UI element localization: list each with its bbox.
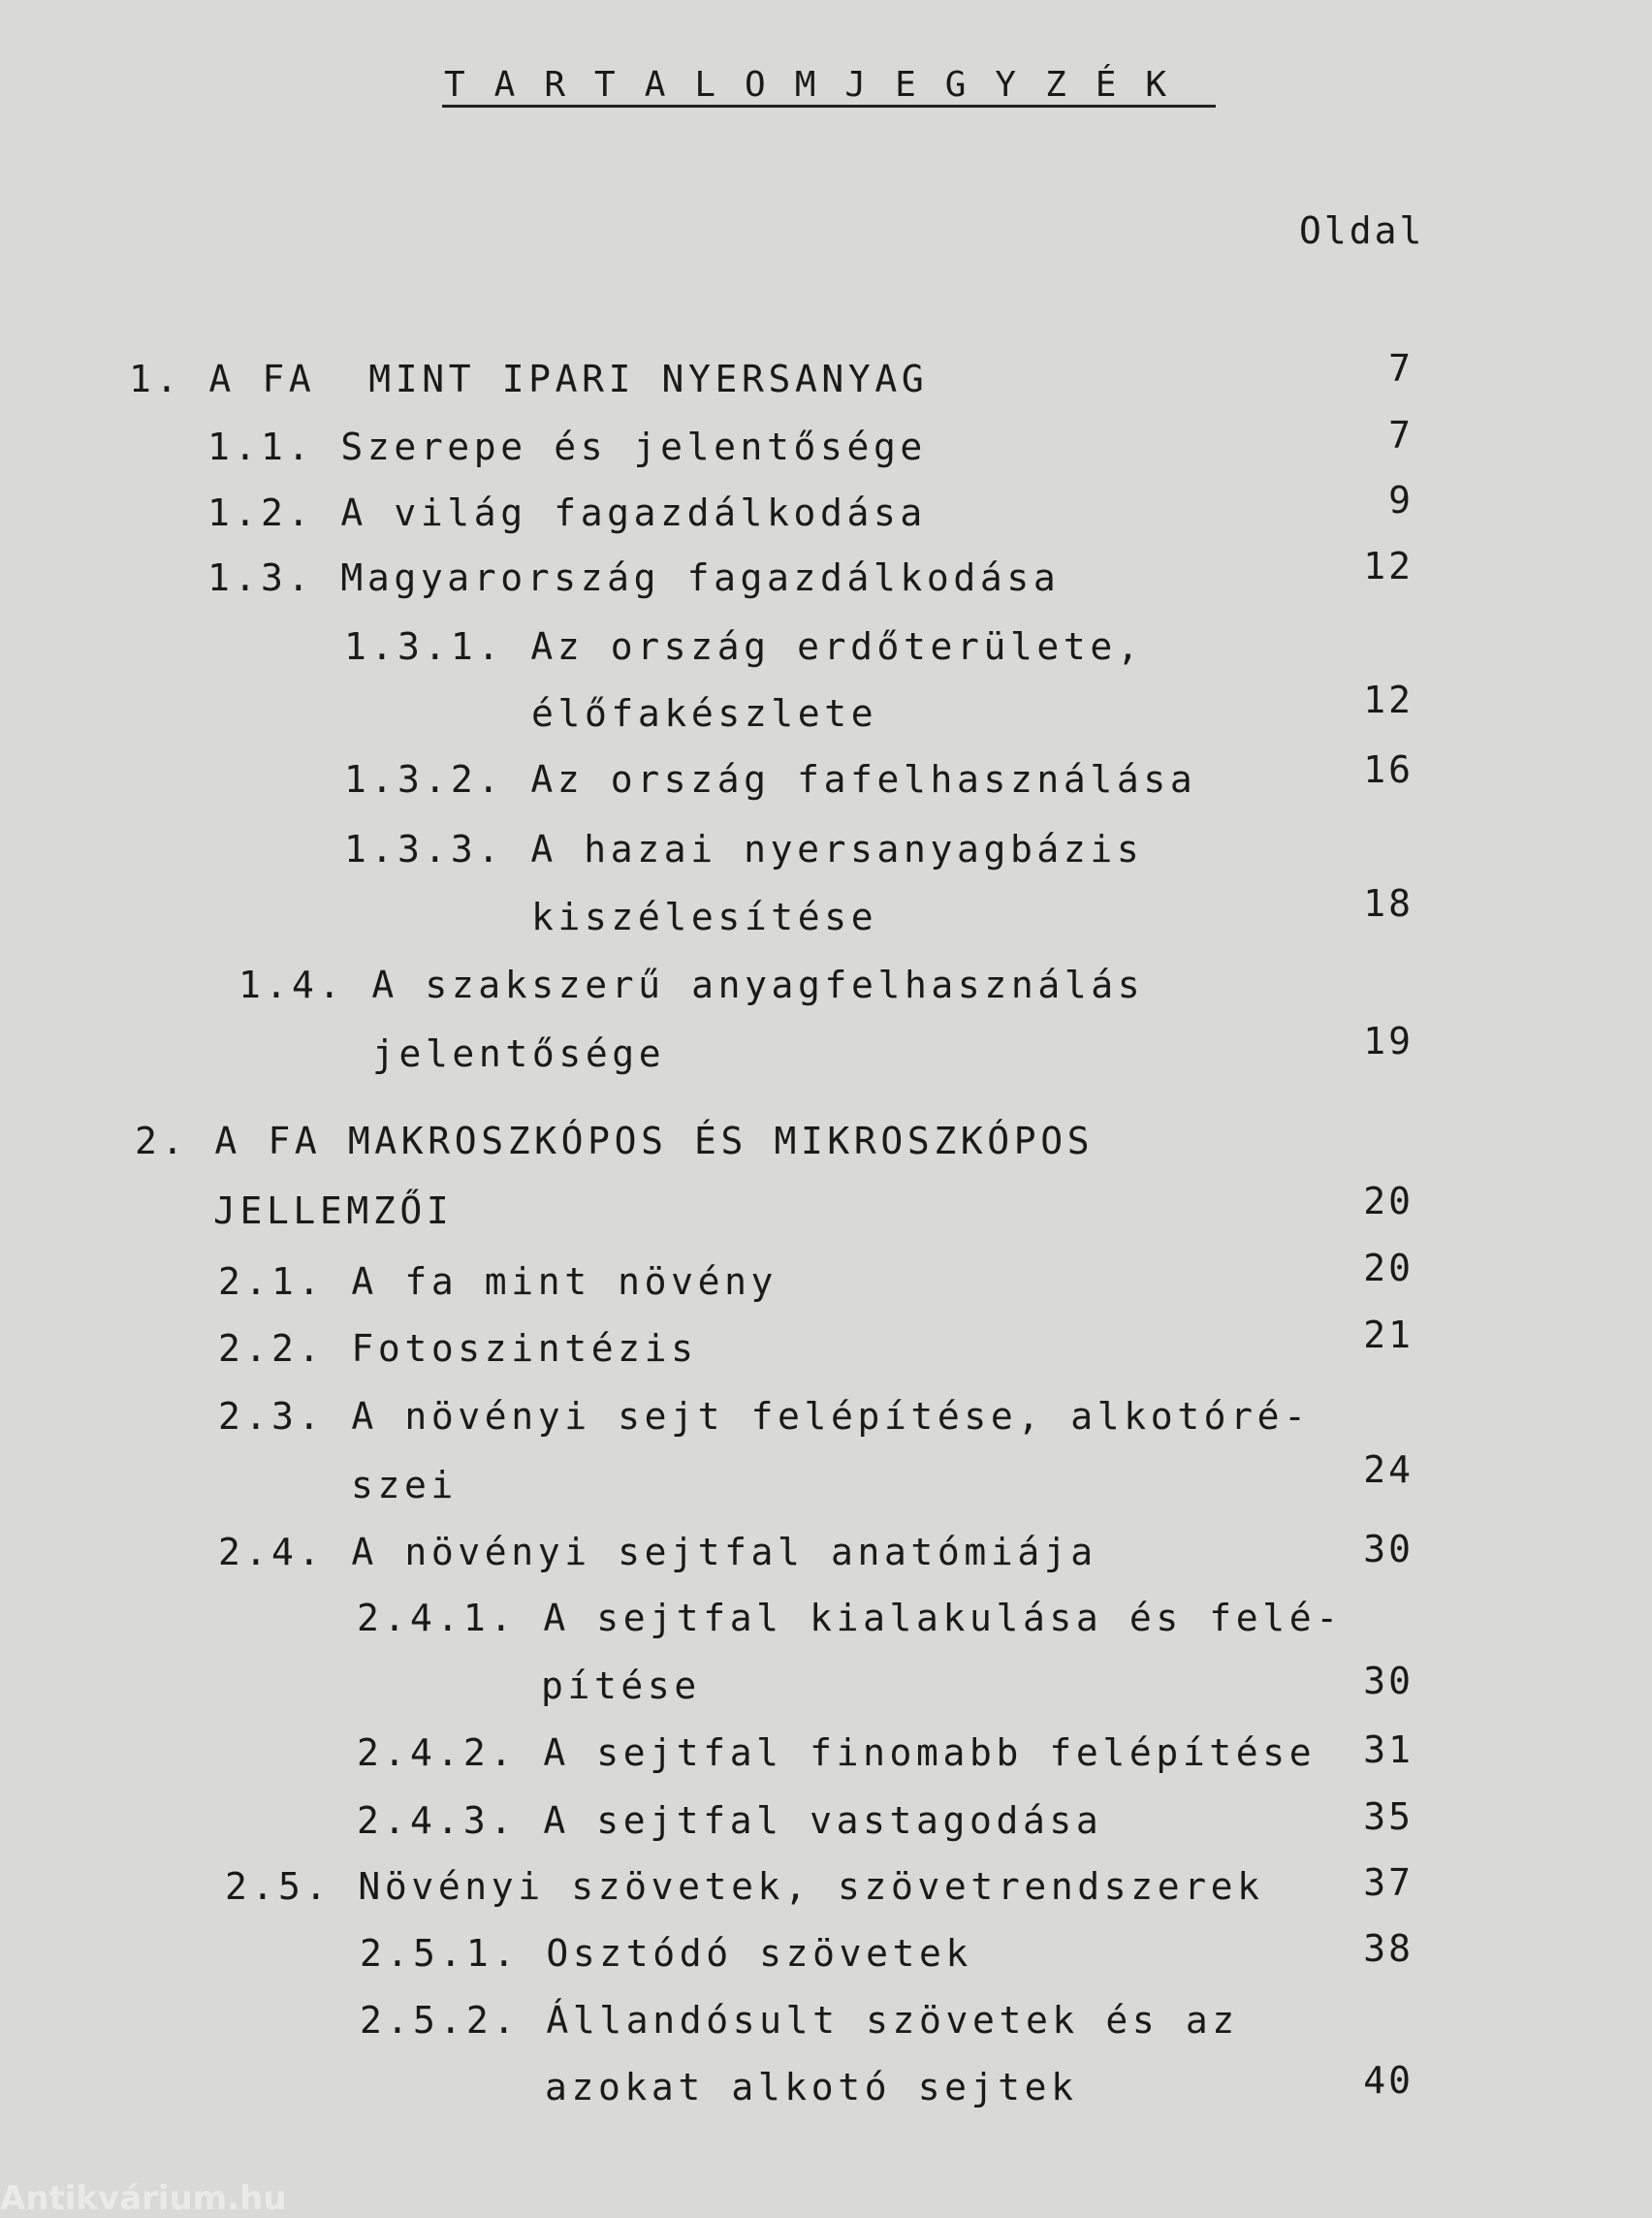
title-underline xyxy=(442,105,1216,108)
toc-entry-line: 2.5.1. Osztódó szövetek xyxy=(360,1932,972,1975)
toc-page-number: 37 xyxy=(1363,1861,1414,1904)
toc-page-number: 24 xyxy=(1363,1448,1414,1491)
toc-entry-line: 2.4.1. A sejtfal kialakulása és felé- xyxy=(357,1597,1343,1639)
toc-page-number: 40 xyxy=(1363,2059,1414,2102)
watermark: Antikvárium.hu xyxy=(0,2179,287,2218)
toc-page-number: 30 xyxy=(1363,1528,1414,1570)
toc-page-number: 19 xyxy=(1363,1020,1414,1062)
toc-entry-line: 2.4.3. A sejtfal vastagodása xyxy=(357,1799,1103,1842)
toc-entry-line: 1.3. Magyarország fagazdálkodása xyxy=(207,556,1061,599)
toc-page-number: 30 xyxy=(1363,1660,1414,1702)
toc-entry-line: 1.4. A szakszerű anyagfelhasználás xyxy=(238,964,1145,1006)
toc-page-number: 7 xyxy=(1388,347,1414,390)
toc-entry-line: szei xyxy=(351,1464,458,1506)
toc-entry-line: 2.2. Fotoszintézis xyxy=(218,1327,698,1370)
toc-entry-line: 1.1. Szerepe és jelentősége xyxy=(207,426,927,468)
toc-entry-line: 1.2. A világ fagazdálkodása xyxy=(207,491,927,534)
page-column-header: Oldal xyxy=(1299,209,1425,252)
toc-entry-line: 1. A FA MINT IPARI NYERSANYAG xyxy=(129,358,929,400)
toc-entry-line: 2.5.2. Állandósult szövetek és az xyxy=(360,1999,1239,2042)
toc-page-number: 20 xyxy=(1363,1180,1414,1222)
toc-entry-line: 2.5. Növényi szövetek, szövetrendszerek xyxy=(225,1865,1264,1908)
toc-page-number: 18 xyxy=(1363,882,1414,925)
toc-page-number: 21 xyxy=(1363,1314,1414,1356)
toc-page-number: 12 xyxy=(1363,545,1414,587)
toc-entry-line: 2.1. A fa mint növény xyxy=(218,1260,778,1303)
toc-page-number: 38 xyxy=(1363,1927,1414,1970)
toc-entry-line: JELLEMZŐI xyxy=(213,1189,454,1232)
toc-page-number: 31 xyxy=(1363,1728,1414,1771)
toc-entry-line: 2.4.2. A sejtfal finomabb felépítése xyxy=(357,1731,1317,1774)
toc-entry-line: jelentősége xyxy=(372,1032,666,1075)
toc-entry-line: 1.3.2. Az ország fafelhasználása xyxy=(344,758,1197,801)
toc-entry-line: 1.3.1. Az ország erdőterülete, xyxy=(344,625,1144,668)
toc-entry-line: 2.3. A növényi sejt felépítése, alkotóré- xyxy=(218,1395,1311,1438)
toc-entry-line: azokat alkotó sejtek xyxy=(545,2066,1078,2108)
toc-page-number: 12 xyxy=(1363,679,1414,721)
toc-page-number: 7 xyxy=(1388,414,1414,457)
toc-page-number: 16 xyxy=(1363,748,1414,791)
toc-entry-line: élőfakészlete xyxy=(531,692,878,735)
page-title: TARTALOMJEGYZÉK xyxy=(444,65,1196,105)
toc-page-number: 20 xyxy=(1363,1247,1414,1289)
toc-page-number: 35 xyxy=(1363,1795,1414,1838)
toc-entry-line: pítése xyxy=(541,1664,701,1707)
toc-entry-line: 2. A FA MAKROSZKÓPOS ÉS MIKROSZKÓPOS xyxy=(135,1120,1095,1162)
toc-page-number: 9 xyxy=(1388,479,1414,522)
toc-entry-line: kiszélesítése xyxy=(531,896,878,938)
toc-entry-line: 2.4. A növényi sejtfal anatómiája xyxy=(218,1531,1097,1573)
toc-entry-line: 1.3.3. A hazai nyersanyagbázis xyxy=(344,828,1144,871)
